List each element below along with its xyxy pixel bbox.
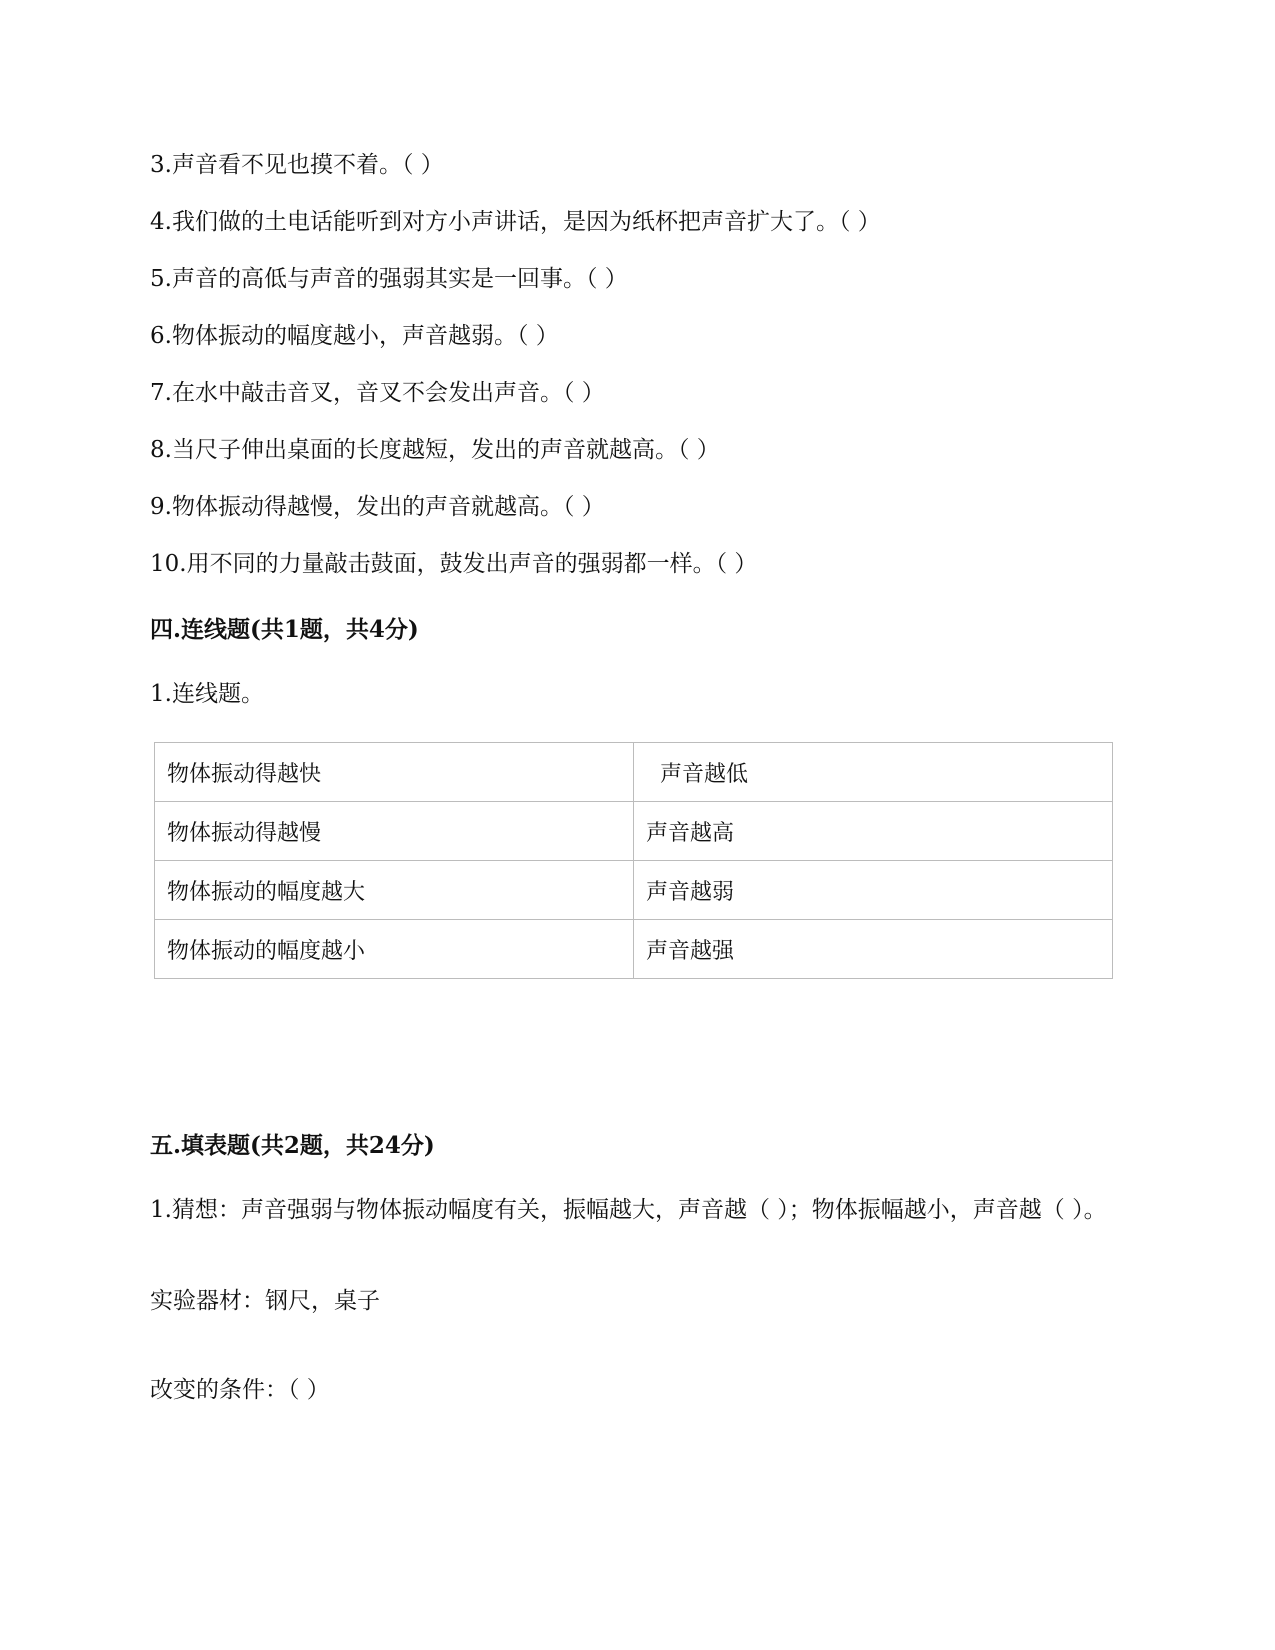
table-cell-right: 声音越低	[634, 743, 1113, 802]
table-cell-right: 声音越弱	[634, 861, 1113, 920]
judgement-item: 8.当尺子伸出桌面的长度越短，发出的声音就越高。（ ）	[150, 437, 720, 463]
judgement-item: 5.声音的高低与声音的强弱其实是一回事。（ ）	[150, 266, 628, 292]
judgement-item: 6.物体振动的幅度越小，声音越弱。（ ）	[150, 323, 559, 349]
section-heading: 四.连线题(共1题，共4分)	[150, 616, 419, 643]
materials-text: 实验器材：钢尺，桌子	[150, 1288, 380, 1314]
table-row	[155, 802, 1113, 861]
judgement-item: 9.物体振动得越慢，发出的声音就越高。（ ）	[150, 494, 605, 520]
table-cell-right: 声音越强	[634, 920, 1113, 979]
condition-text: 改变的条件：（ ）	[150, 1377, 330, 1403]
table-row	[155, 920, 1113, 979]
judgement-item: 4.我们做的土电话能听到对方小声讲话，是因为纸杯把声音扩大了。（ ）	[150, 209, 881, 235]
table-cell-left: 物体振动得越慢	[155, 802, 634, 861]
table-cell-right: 声音越高	[634, 802, 1113, 861]
judgement-item: 3.声音看不见也摸不着。（ ）	[150, 152, 444, 178]
matching-table	[154, 742, 1113, 979]
table-row	[155, 861, 1113, 920]
table-row	[155, 743, 1113, 802]
judgement-item: 10.用不同的力量敲击鼓面，鼓发出声音的强弱都一样。（ ）	[150, 551, 758, 577]
question-text: 1.连线题。	[150, 681, 264, 707]
table-cell-left: 物体振动的幅度越小	[155, 920, 634, 979]
section-heading: 五.填表题(共2题，共24分)	[150, 1132, 435, 1159]
table-cell-left: 物体振动的幅度越大	[155, 861, 634, 920]
judgement-item: 7.在水中敲击音叉，音叉不会发出声音。（ ）	[150, 380, 605, 406]
table-cell-left: 物体振动得越快	[155, 743, 634, 802]
question-text: 1.猜想：声音强弱与物体振动幅度有关，振幅越大，声音越（ ）；物体振幅越小，声音越（ ）。	[150, 1197, 1107, 1223]
